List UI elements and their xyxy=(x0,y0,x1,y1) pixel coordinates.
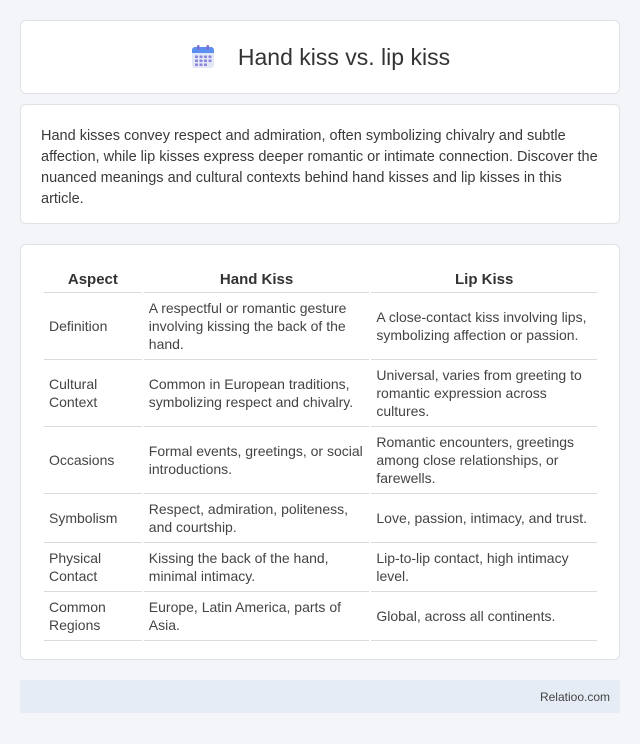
cell-hand-kiss: Kissing the back of the hand, minimal intimacy. xyxy=(144,543,370,592)
cell-lip-kiss: Romantic encounters, greetings among close relationships, or farewells. xyxy=(371,427,597,494)
table-row xyxy=(44,293,597,360)
comparison-card xyxy=(20,244,620,660)
cell-hand-kiss: Common in European traditions, symbolizing respect and chivalry. xyxy=(144,360,370,427)
intro-card xyxy=(20,104,620,224)
cell-lip-kiss: A close-contact kiss involving lips, symbolizing affection or passion. xyxy=(371,293,597,360)
table-row xyxy=(44,494,597,543)
cell-lip-kiss: Love, passion, intimacy, and trust. xyxy=(371,494,597,543)
cell-hand-kiss: A respectful or romantic gesture involving kissing the back of the hand. xyxy=(144,293,370,360)
table-row xyxy=(44,360,597,427)
intro-text: Hand kisses convey respect and admiration, often symbolizing chivalry and subtle affection, while lip kisses express deeper romantic or intimate connection. Discover the nuanced meanings and cultural contexts behind hand kisses and lip kisses in this article. xyxy=(41,128,598,207)
footer xyxy=(20,680,620,713)
page-title: Hand kiss vs. lip kiss xyxy=(237,43,451,70)
cell-aspect: Cultural Context xyxy=(44,360,142,427)
table-row xyxy=(44,543,597,592)
footer-brand: Relatioo.com xyxy=(539,689,610,704)
cell-lip-kiss: Lip-to-lip contact, high intimacy level. xyxy=(371,543,597,592)
header-lip-kiss: Lip Kiss xyxy=(371,263,597,293)
header-aspect: Aspect xyxy=(44,263,142,293)
cell-aspect: Symbolism xyxy=(44,494,142,543)
comparison-table xyxy=(42,263,599,641)
table-header-row xyxy=(44,263,597,293)
cell-hand-kiss: Respect, admiration, politeness, and courtship. xyxy=(144,494,370,543)
cell-aspect: Occasions xyxy=(44,427,142,494)
table-row xyxy=(44,427,597,494)
title-card xyxy=(20,20,620,94)
calendar-icon xyxy=(190,44,216,70)
cell-aspect: Common Regions xyxy=(44,592,142,641)
cell-hand-kiss: Europe, Latin America, parts of Asia. xyxy=(144,592,370,641)
cell-aspect: Definition xyxy=(44,293,142,360)
cell-lip-kiss: Universal, varies from greeting to romantic expression across cultures. xyxy=(371,360,597,427)
cell-hand-kiss: Formal events, greetings, or social introductions. xyxy=(144,427,370,494)
cell-aspect: Physical Contact xyxy=(44,543,142,592)
cell-lip-kiss: Global, across all continents. xyxy=(371,592,597,641)
table-row xyxy=(44,592,597,641)
header-hand-kiss: Hand Kiss xyxy=(144,263,370,293)
